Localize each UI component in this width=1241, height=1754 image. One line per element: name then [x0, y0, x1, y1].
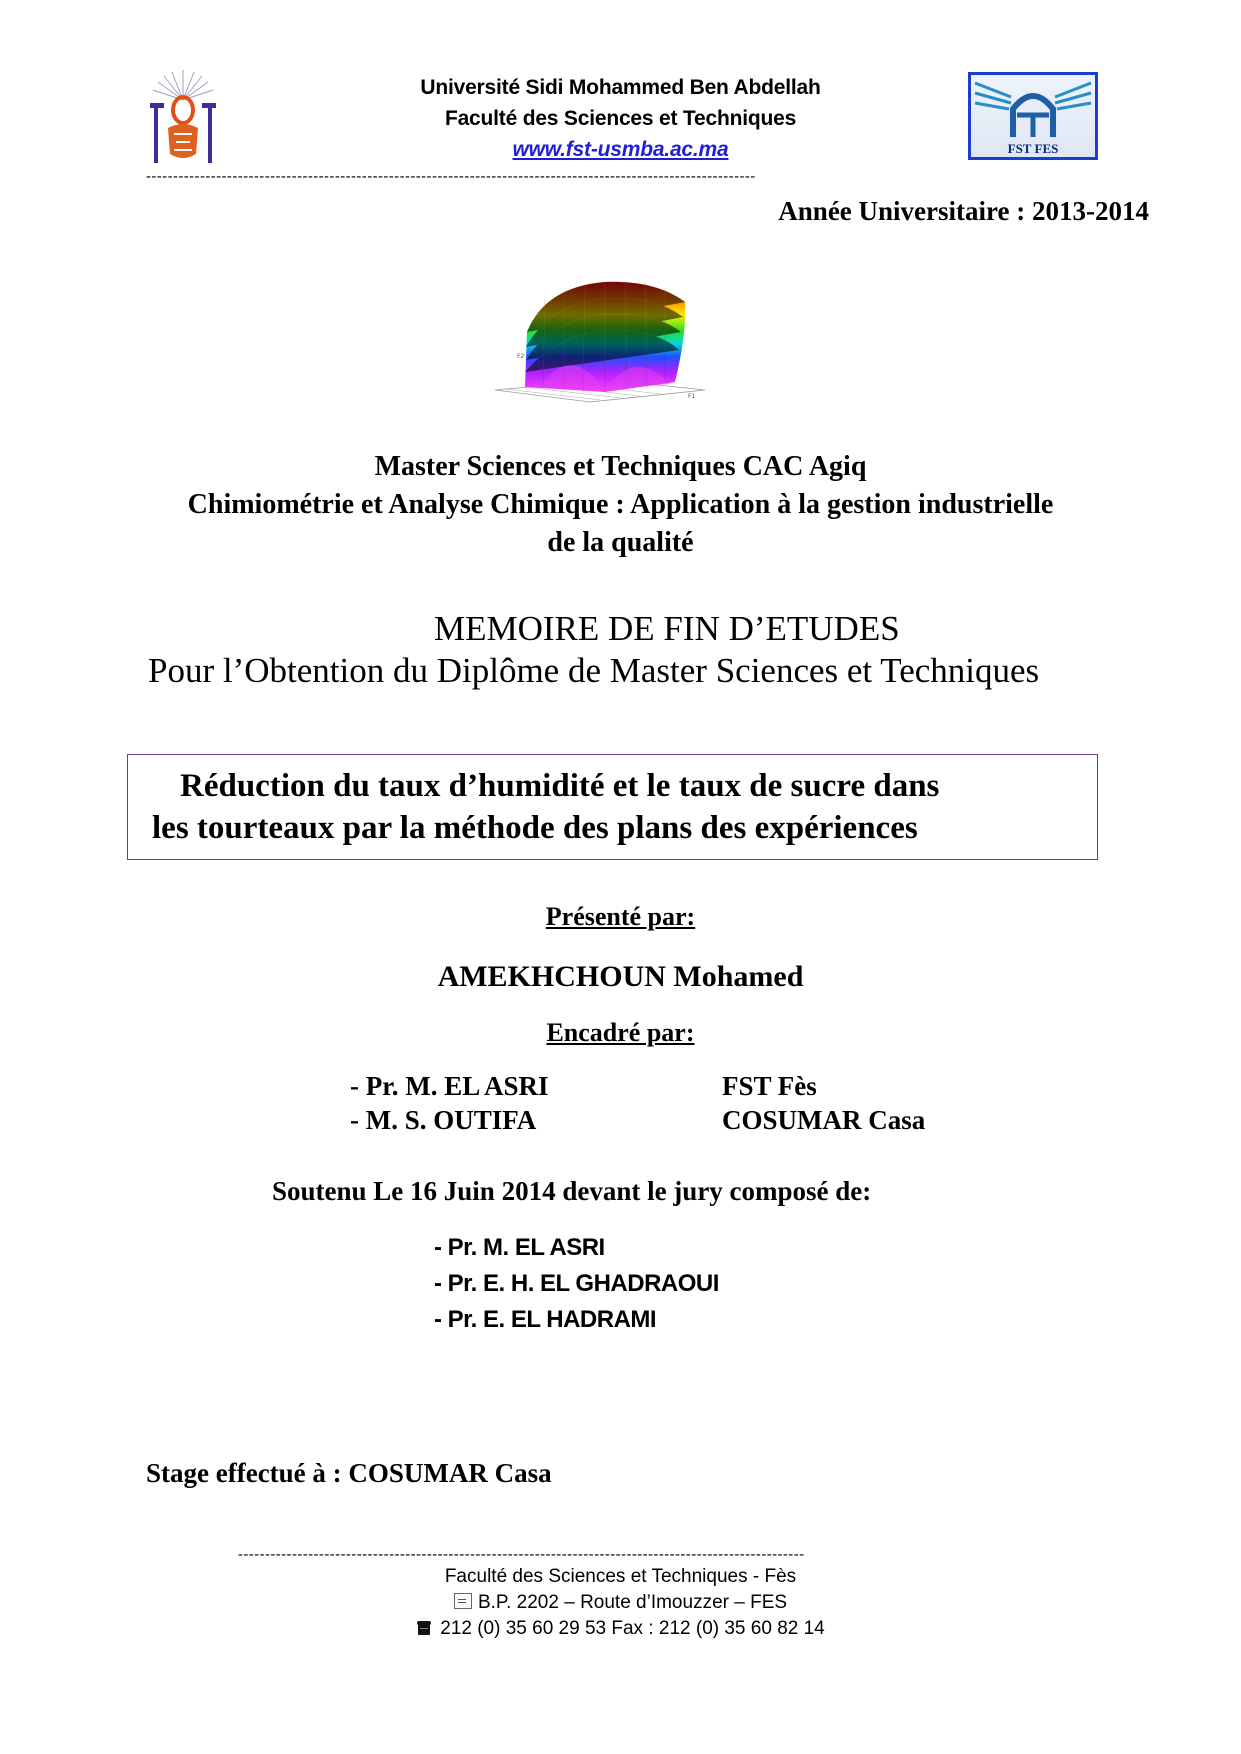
footer-phone-fax: 212 (0) 35 60 29 53 Fax : 212 (0) 35 60 82 14	[440, 1618, 825, 1639]
phone-icon	[416, 1620, 432, 1636]
footer-phone-row	[0, 1618, 1241, 1640]
supervisor-1-affiliation: FST Fès	[722, 1071, 817, 1101]
thesis-subject-box	[127, 754, 1098, 860]
svg-text:F1: F1	[688, 393, 696, 400]
svg-text:F2: F2	[517, 353, 525, 360]
defense-date: Soutenu Le 16 Juin 2014 devant le jury composé de:	[272, 1176, 872, 1206]
footer-address: B.P. 2202 – Route d’Imouzzer – FES	[477, 1592, 788, 1613]
supervisor-1-name: - Pr. M. EL ASRI	[350, 1071, 549, 1101]
footer-faculty: Faculté des Sciences et Techniques - Fès	[444, 1566, 797, 1587]
student-name: AMEKHCHOUN Mohamed	[437, 960, 804, 993]
supervisor-2-name: - M. S. OUTIFA	[350, 1105, 537, 1135]
university-name: Université Sidi Mohammed Ben Abdellah	[420, 76, 821, 99]
footer-separator: ---------------------------------------------------------------------------------------------------------	[238, 1546, 805, 1563]
academic-year: Année Universitaire : 2013-2014	[778, 196, 1149, 226]
header-separator: -----------------------------------------------------------------------------------------------------------------	[146, 168, 756, 185]
presented-by-label: Présenté par:	[545, 902, 696, 931]
faculty-name: Faculté des Sciences et Techniques	[444, 107, 797, 130]
master-program: Master Sciences et Techniques CAC Agiq	[374, 451, 867, 482]
subject-line-2: les tourteaux par la méthode des plans des expériences	[152, 810, 918, 846]
jury-member: - Pr. E. H. EL GHADRAOUI	[434, 1270, 719, 1297]
supervised-by-label: Encadré par:	[546, 1018, 695, 1047]
jury-member: - Pr. M. EL ASRI	[434, 1234, 605, 1261]
master-specialty-cont: de la qualité	[547, 527, 694, 558]
mailbox-icon	[454, 1593, 472, 1609]
master-specialty: Chimiométrie et Analyse Chimique : Application à la gestion industrielle	[187, 489, 1054, 520]
subject-line-1: Réduction du taux d’humidité et le taux de sucre dans	[180, 768, 940, 804]
internship-location: Stage effectué à : COSUMAR Casa	[146, 1458, 552, 1488]
footer-address-row	[0, 1592, 1241, 1614]
svg-text:FST FES: FST FES	[1007, 141, 1059, 156]
website-link[interactable]: www.fst-usmba.ac.ma	[512, 138, 729, 161]
response-surface-plot	[495, 272, 705, 407]
website-row	[0, 138, 1241, 162]
memoire-subtitle: Pour l’Obtention du Diplôme de Master Sciences et Techniques	[148, 651, 1040, 690]
jury-member: - Pr. E. EL HADRAMI	[434, 1306, 657, 1333]
supervisor-2-affiliation: COSUMAR Casa	[722, 1105, 926, 1135]
memoire-title: MEMOIRE DE FIN D’ETUDES	[434, 609, 900, 648]
